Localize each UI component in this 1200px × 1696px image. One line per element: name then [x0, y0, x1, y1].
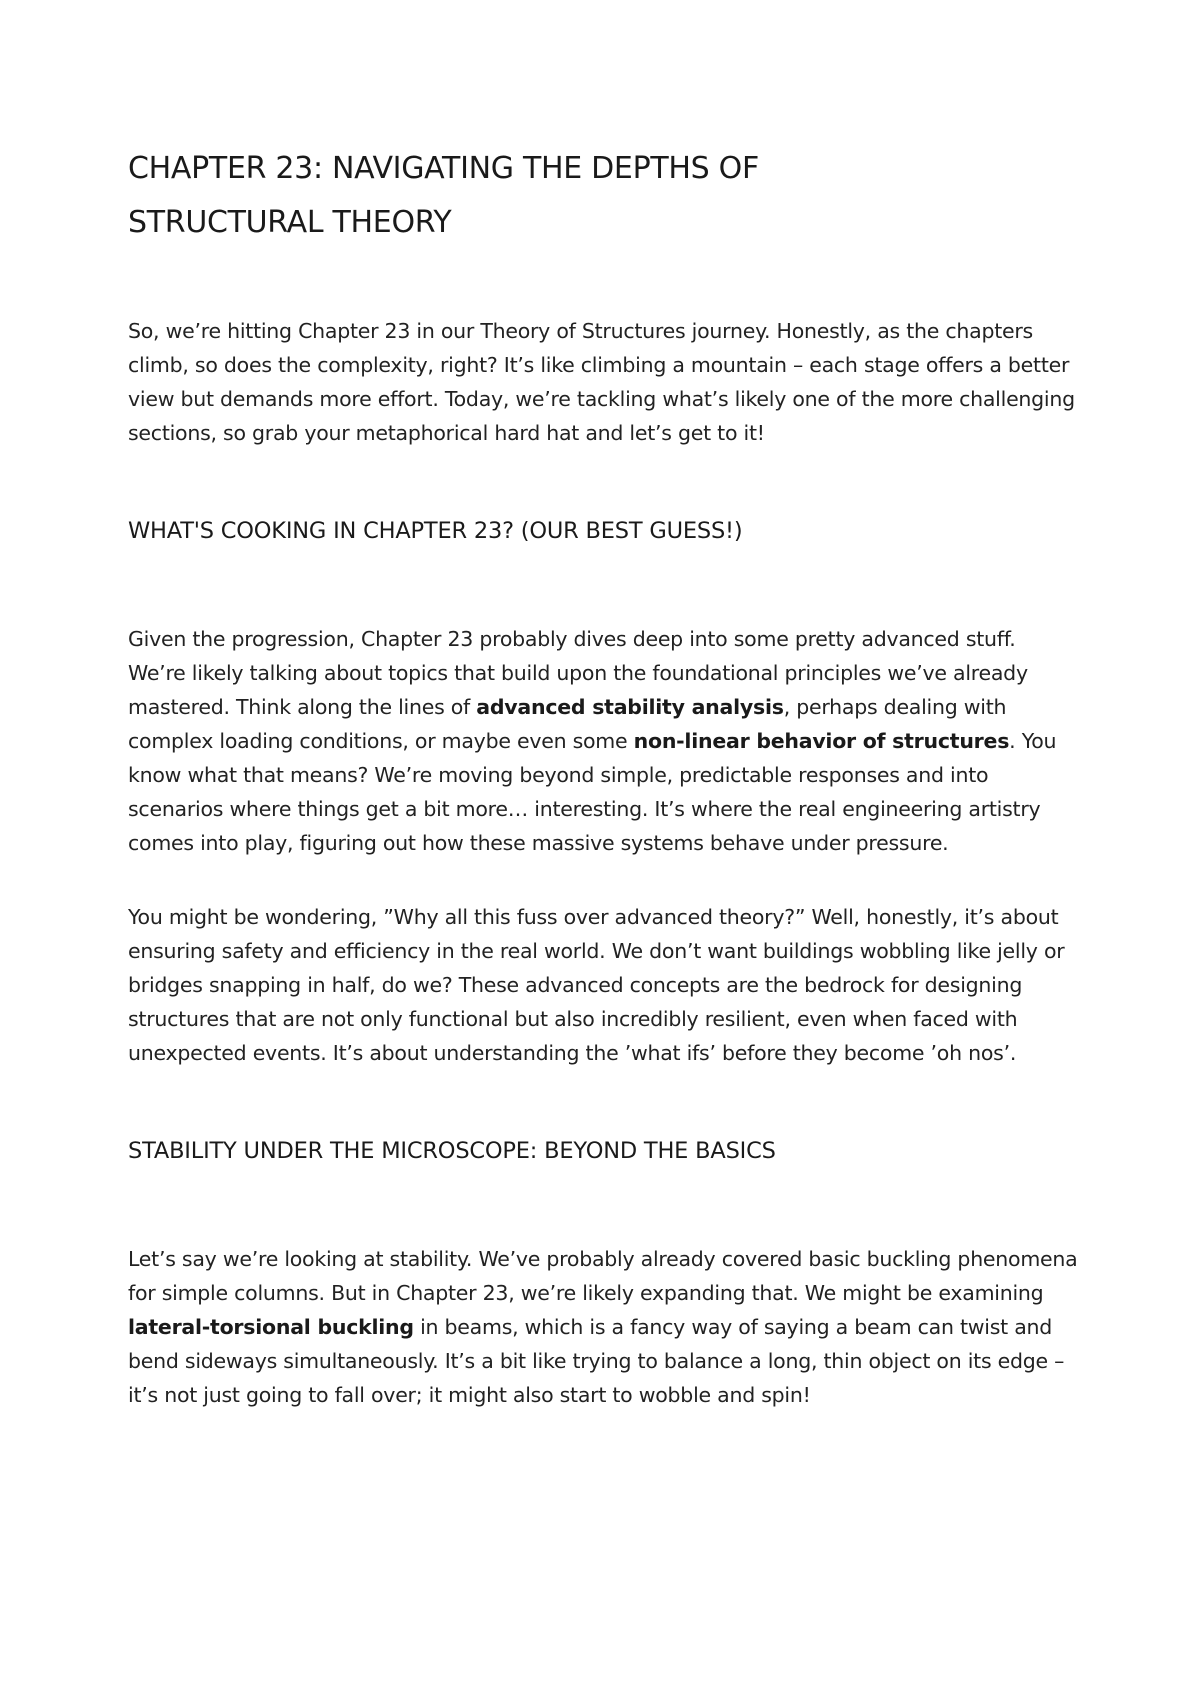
document-page [128, 142, 1078, 1412]
cooking-paragraph-1 [128, 622, 1078, 860]
section-heading-cooking: WHAT'S COOKING IN CHAPTER 23? (OUR BEST GUESS!) [128, 518, 743, 544]
text-run: Given the progression, Chapter 23 probably dives deep into some pretty advanced stuff. We’re likely talking about topics that build upon the foundational principles we’ve already mastered. Think along the lines of [128, 627, 1028, 719]
text-run: Let’s say we’re looking at stability. We’ve probably already covered basic buckling phenomena for simple columns. But in Chapter 23, we’re likely expanding that. We might be examining [128, 1247, 1078, 1305]
text-run: . You know what that means? We’re moving beyond simple, predictable responses and into scenarios where things get a bit more… interesting. It’s where the real engineering artistry comes into play, figuring out how these massive systems behave under pressure. [128, 729, 1057, 855]
chapter-title: CHAPTER 23: NAVIGATING THE DEPTHS OF STRUCTURAL THEORY [128, 151, 759, 240]
bold-term-advanced-stability-analysis: advanced stability analysis [476, 695, 784, 719]
cooking-paragraph-2: You might be wondering, ”Why all this fuss over advanced theory?” Well, honestly, it’s about ensuring safety and efficiency in the real world. We don’t want buildings wobbling like jelly or bridges snapping in half, do we? These advanced concepts are the bedrock for designing structures that are not only functional but also incredibly resilient, even when faced with unexpected events. It’s about understanding the ’what ifs’ before they become ’oh nos’. [128, 905, 1065, 1065]
intro-paragraph: So, we’re hitting Chapter 23 in our Theory of Structures journey. Honestly, as the chapters climb, so does the complexity, right? It’s like climbing a mountain – each stage offers a better view but demands more effort. Today, we’re tackling what’s likely one of the more challenging sections, so grab your metaphorical hard hat and let’s get to it! [128, 319, 1075, 445]
bold-term-lateral-torsional-buckling: lateral-torsional buckling [128, 1315, 414, 1339]
stability-paragraph-1 [128, 1242, 1078, 1412]
bold-term-non-linear-behavior: non-linear behavior of structures [633, 729, 1010, 753]
section-heading-stability: STABILITY UNDER THE MICROSCOPE: BEYOND THE BASICS [128, 1138, 776, 1164]
text-run: , perhaps dealing with complex loading conditions, or maybe even some [128, 695, 1007, 753]
text-run: in beams, which is a fancy way of saying a beam can twist and bend sideways simultaneously. It’s a bit like trying to balance a long, thin object on its edge – it’s not just going to fall over; it might also start to wobble and spin! [128, 1315, 1065, 1407]
